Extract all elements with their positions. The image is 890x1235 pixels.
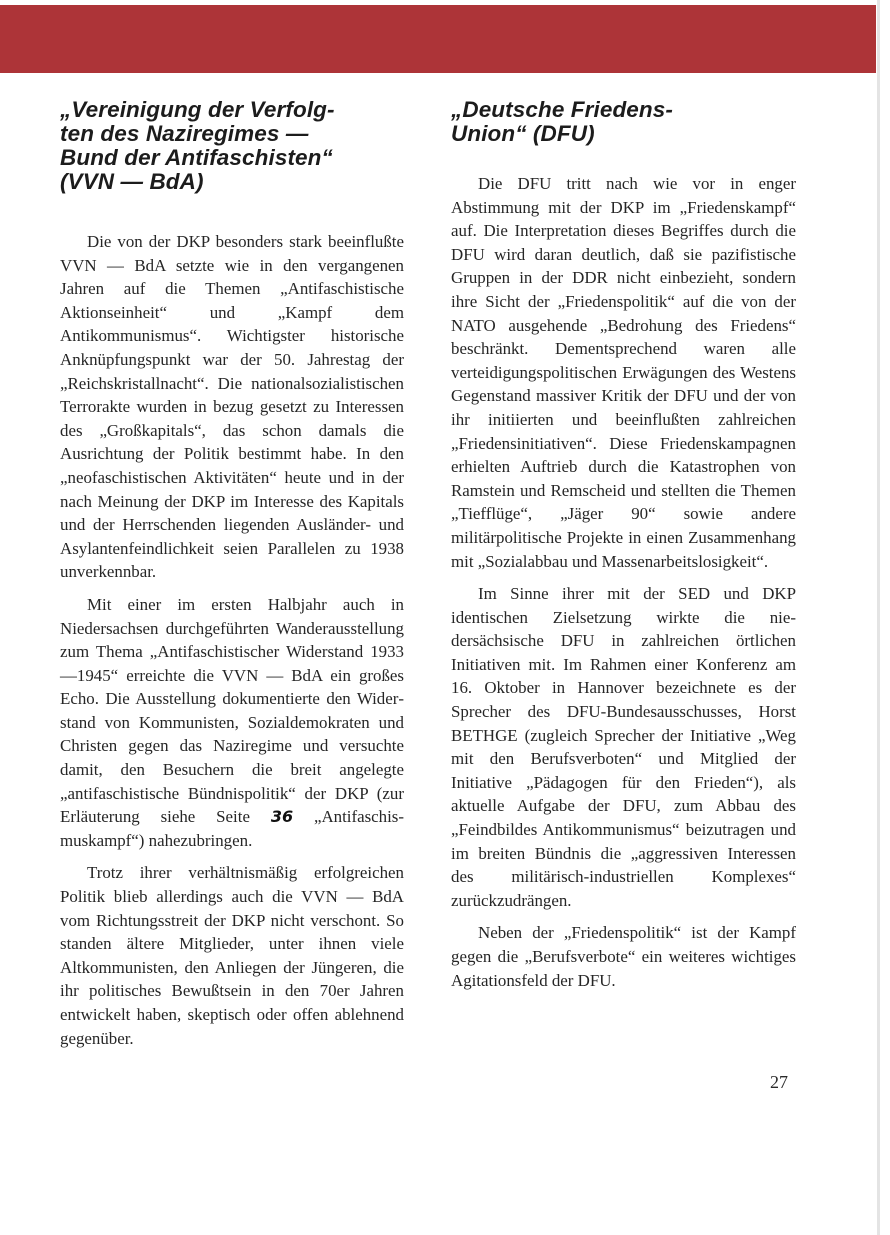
heading-line: „Vereinigung der Verfolg- [60, 97, 335, 122]
page-number: 27 [770, 1072, 788, 1092]
vvn-paragraph-1: Die von der DKP besonders stark beeinflußte VVN — BdA setzte wie in den vergangenen Jahren auf die Themen „Antifaschistische Aktionseinheit“ und „Kampf dem Antikommunismus“. Wichtigster historische Anknüpfungspunkt war der 50. Jahrestag der „Reichskristallnacht“. Die nationalsozialistischen Terrorakte wurden in bezug gesetzt zu Interessen des „Großkapitals“, das schon damals die Ausrichtung der Politik bestimmt habe. In den „neofaschistischen Aktivitäten“ heute und in der nach Meinung der DKP im Interesse des Kapitals und der Herrschenden liegenden Ausländer- und Asylantenfeindlichkeit seien Parallelen zu 1938 unverkennbar. [60, 232, 404, 582]
vvn-paragraph-3: Trotz ihrer verhältnismäßig erfolgreichen Politik blieb allerdings auch die VVN — BdA vom Richtungsstreit der DKP nicht verschont. So standen ältere Mitglieder, unter ihnen viele Altkommunisten, den Anliegen der Jüngeren, die ihr politisches Bewußtsein in den 70er Jahren entwickelt haben, skeptisch oder offen ablehnend gegenüber. [60, 863, 404, 1048]
left-column [60, 98, 404, 1059]
dfu-paragraph-3: Neben der „Friedenspolitik“ ist der Kampf gegen die „Berufsverbote“ ein weiteres wichtiges Agitationsfeld der DFU. [451, 923, 796, 990]
section-heading-dfu [451, 98, 796, 146]
dfu-paragraph-1: Die DFU tritt nach wie vor in enger Abstimmung mit der DKP im „Friedenskampf“ auf. Die Interpretation dieses Begriffes durch die DFU wird daran deutlich, daß sie pazifistische Gruppen in der DDR nicht einbezieht, sondern ihre Sicht der „Friedenspolitik“ auf die von der NATO ausgehende „Bedrohung des Friedens“ beschränkt. Dementsprechend waren alle verteidigungspolitischen Erwägungen des Westens Gegenstand massiver Kritik der DFU und der von ihr initiierten und beeinflußten zahlreichen „Friedensinitiativen“. Diese Friedenskampagnen erhielten Auftrieb durch die Katastrophen von Ramstein und Remscheid und stellten die Themen „Tiefflüge“, „Jäger 90“ sowie andere militärpolitische Projekte in einen Zusammenhang mit „Sozialabbau und Massenarbeitslosigkeit“. [451, 174, 796, 571]
vvn-paragraph-2 [60, 593, 404, 853]
heading-line: „Deutsche Friedens- [451, 97, 673, 122]
right-column [451, 98, 796, 1001]
section-heading-vvn [60, 98, 404, 194]
heading-line: Union“ (DFU) [451, 121, 595, 146]
vvn-paragraph-2-text-a: Mit einer im ersten Halbjahr auch in Niedersachsen durchgeführten Wanderausstellung zum Thema „Antifaschistischer Widerstand 1933—1945“ erreichte die VVN — BdA ein großes Echo. Die Ausstellung dokumentierte den Widerstand von Kommunisten, Sozialdemokraten und Christen gegen das Naziregime und versuchte damit, den Besuchern die breit angelegte „antifaschistische Bündnispolitik“ der DKP (zur Erläuterung siehe Seite [60, 594, 404, 827]
heading-line: Bund der Antifaschisten“ [60, 145, 333, 170]
dfu-paragraph-2: Im Sinne ihrer mit der SED und DKP identischen Zielsetzung wirkte die niedersächsische DFU in zahlreichen örtlichen Initiativen mit. Im Rahmen einer Konferenz am 16. Oktober in Hannover bezeichnete es der Sprecher des DFU-Bundesausschusses, Horst BETHGE (zugleich Sprecher der Initiative „Weg mit den Berufsverboten“ und Mitglied der Initiative „Pädagogen für den Frieden“), als aktuelle Aufgabe der DFU, zum Abbau des „Feindbildes Antikommunismus“ beizutragen und im breiten Bündnis die „aggressiven Interessen des militärisch-industriellen Komplexes“ zurückzudrängen. [451, 584, 796, 910]
header-color-band [0, 5, 876, 73]
heading-line: ten des Naziregimes — [60, 121, 309, 146]
vvn-paragraph-2-text-b: „Antifaschismuskampf“) nahezubringen. [60, 807, 404, 850]
heading-line: (VVN — BdA) [60, 169, 204, 194]
handwritten-page-reference: 36 [270, 807, 294, 827]
page-edge-line [877, 0, 880, 1235]
